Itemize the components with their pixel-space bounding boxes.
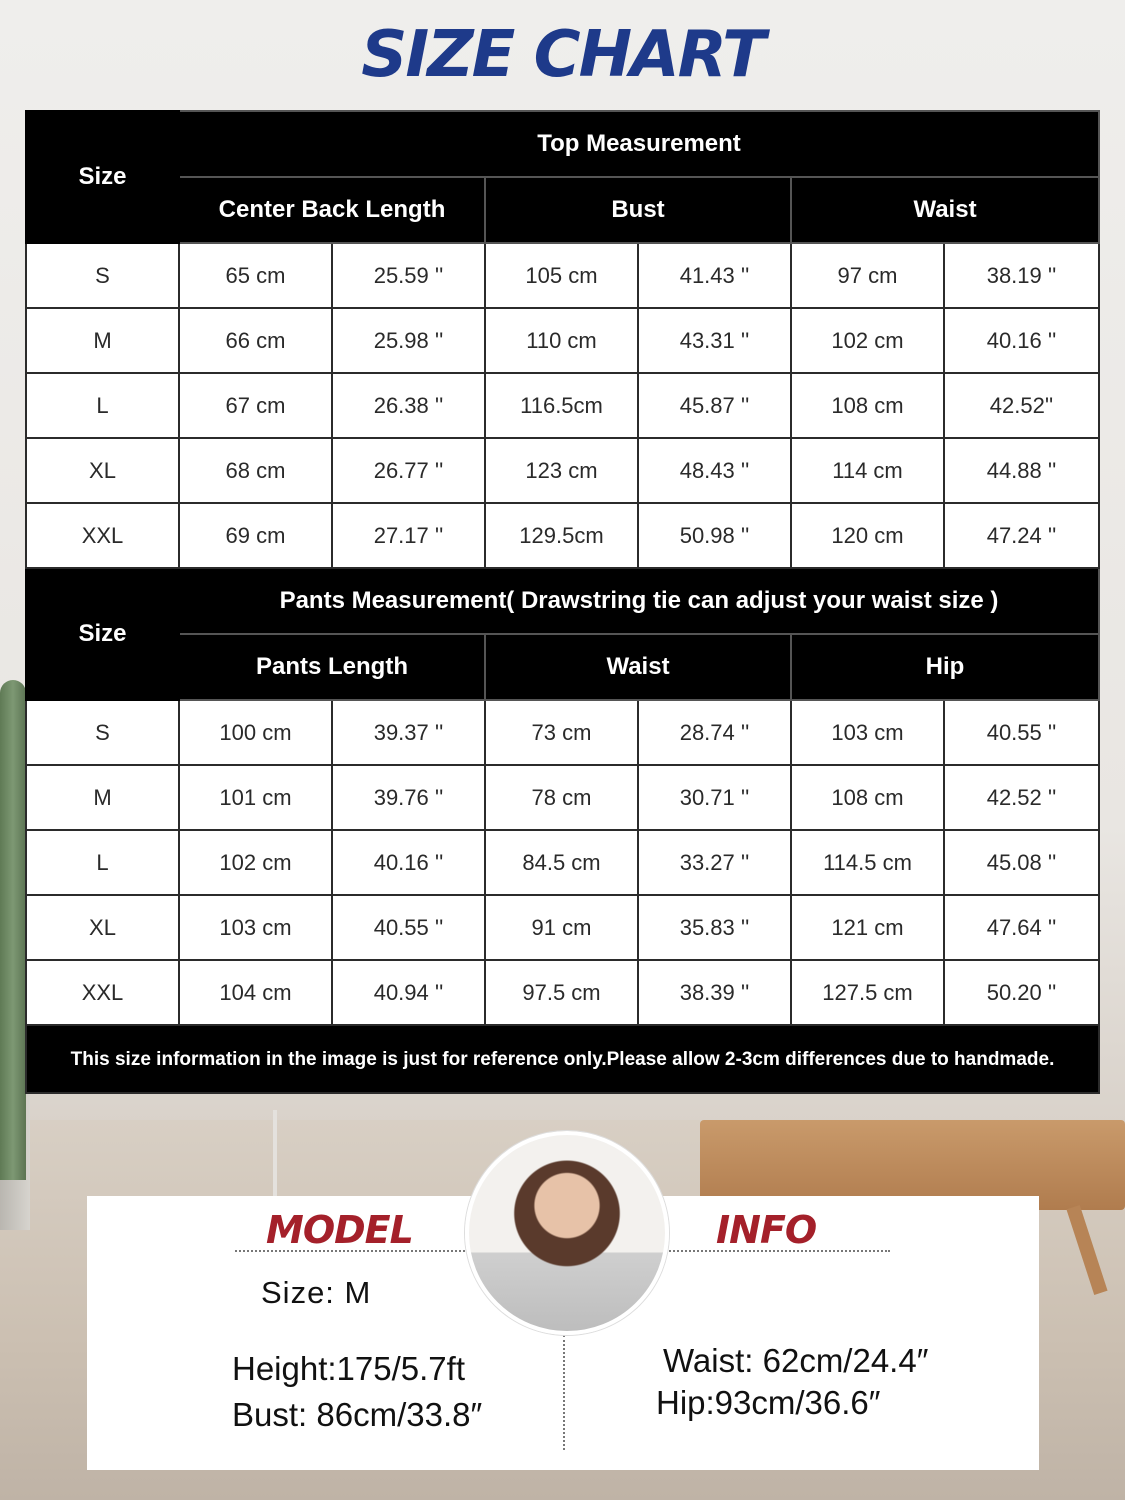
measurement-cell: 123 cm bbox=[485, 438, 638, 503]
measurement-cell: 30.71 '' bbox=[638, 765, 791, 830]
table-row bbox=[26, 700, 1099, 765]
model-height: Height:175/5.7ft bbox=[232, 1350, 465, 1387]
measurement-cell: 43.31 '' bbox=[638, 308, 791, 373]
background-cactus bbox=[0, 680, 26, 1180]
size-chart-table bbox=[25, 110, 1100, 1094]
size-cell: XXL bbox=[26, 503, 179, 568]
top-column-header: Waist bbox=[791, 177, 1099, 243]
measurement-cell: 33.27 '' bbox=[638, 830, 791, 895]
measurement-cell: 35.83 '' bbox=[638, 895, 791, 960]
measurement-cell: 25.98 '' bbox=[332, 308, 485, 373]
size-cell: S bbox=[26, 243, 179, 308]
measurement-cell: 116.5cm bbox=[485, 373, 638, 438]
table-row bbox=[26, 373, 1099, 438]
measurement-cell: 40.16 '' bbox=[332, 830, 485, 895]
dotted-divider bbox=[662, 1250, 890, 1252]
measurement-cell: 39.76 '' bbox=[332, 765, 485, 830]
measurement-cell: 25.59 '' bbox=[332, 243, 485, 308]
table-row bbox=[26, 243, 1099, 308]
table-row bbox=[26, 503, 1099, 568]
background-lamp-stand bbox=[273, 1110, 277, 1200]
measurement-cell: 27.17 '' bbox=[332, 503, 485, 568]
model-bust: Bust: 86cm/33.8″ bbox=[232, 1396, 483, 1433]
dotted-divider bbox=[235, 1250, 465, 1252]
pants-table-body bbox=[26, 700, 1099, 1025]
vertical-dotted-divider bbox=[563, 1335, 565, 1450]
measurement-cell: 67 cm bbox=[179, 373, 332, 438]
measurement-cell: 114.5 cm bbox=[791, 830, 944, 895]
measurement-cell: 50.20 '' bbox=[944, 960, 1099, 1025]
measurement-cell: 50.98 '' bbox=[638, 503, 791, 568]
measurement-cell: 102 cm bbox=[179, 830, 332, 895]
top-column-header: Center Back Length bbox=[179, 177, 485, 243]
table-row bbox=[26, 765, 1099, 830]
pants-size-header: Size bbox=[26, 568, 179, 700]
table-row bbox=[26, 438, 1099, 503]
size-cell: XL bbox=[26, 895, 179, 960]
measurement-cell: 26.38 '' bbox=[332, 373, 485, 438]
model-avatar bbox=[465, 1131, 669, 1335]
measurement-cell: 45.08 '' bbox=[944, 830, 1099, 895]
measurement-cell: 73 cm bbox=[485, 700, 638, 765]
measurement-cell: 48.43 '' bbox=[638, 438, 791, 503]
measurement-cell: 108 cm bbox=[791, 765, 944, 830]
measurement-cell: 114 cm bbox=[791, 438, 944, 503]
table-row bbox=[26, 830, 1099, 895]
measurement-cell: 40.94 '' bbox=[332, 960, 485, 1025]
measurement-cell: 78 cm bbox=[485, 765, 638, 830]
measurement-cell: 97.5 cm bbox=[485, 960, 638, 1025]
size-cell: M bbox=[26, 308, 179, 373]
model-title: MODEL bbox=[266, 1208, 413, 1252]
table-row bbox=[26, 895, 1099, 960]
measurement-cell: 41.43 '' bbox=[638, 243, 791, 308]
measurement-cell: 103 cm bbox=[179, 895, 332, 960]
measurement-cell: 47.24 '' bbox=[944, 503, 1099, 568]
table-row bbox=[26, 960, 1099, 1025]
measurement-cell: 68 cm bbox=[179, 438, 332, 503]
measurement-cell: 100 cm bbox=[179, 700, 332, 765]
measurement-cell: 101 cm bbox=[179, 765, 332, 830]
size-cell: L bbox=[26, 830, 179, 895]
model-hip: Hip:93cm/36.6″ bbox=[656, 1384, 881, 1421]
measurement-cell: 40.55 '' bbox=[332, 895, 485, 960]
size-cell: XL bbox=[26, 438, 179, 503]
table-row bbox=[26, 308, 1099, 373]
measurement-cell: 26.77 '' bbox=[332, 438, 485, 503]
top-size-header: Size bbox=[26, 111, 179, 243]
measurement-cell: 42.52'' bbox=[944, 373, 1099, 438]
measurement-cell: 102 cm bbox=[791, 308, 944, 373]
pants-column-header: Waist bbox=[485, 634, 791, 700]
model-size: Size: M bbox=[261, 1275, 372, 1310]
size-cell: S bbox=[26, 700, 179, 765]
measurement-cell: 45.87 '' bbox=[638, 373, 791, 438]
measurement-cell: 65 cm bbox=[179, 243, 332, 308]
measurement-cell: 40.55 '' bbox=[944, 700, 1099, 765]
pants-group-header: Pants Measurement( Drawstring tie can adjust your waist size ) bbox=[179, 568, 1099, 634]
size-cell: XXL bbox=[26, 960, 179, 1025]
measurement-cell: 120 cm bbox=[791, 503, 944, 568]
measurement-cell: 69 cm bbox=[179, 503, 332, 568]
measurement-cell: 38.39 '' bbox=[638, 960, 791, 1025]
measurement-cell: 129.5cm bbox=[485, 503, 638, 568]
top-column-header: Bust bbox=[485, 177, 791, 243]
measurement-cell: 127.5 cm bbox=[791, 960, 944, 1025]
measurement-cell: 84.5 cm bbox=[485, 830, 638, 895]
measurement-cell: 103 cm bbox=[791, 700, 944, 765]
measurement-cell: 42.52 '' bbox=[944, 765, 1099, 830]
info-title: INFO bbox=[716, 1208, 817, 1252]
measurement-cell: 38.19 '' bbox=[944, 243, 1099, 308]
measurement-cell: 104 cm bbox=[179, 960, 332, 1025]
measurement-cell: 121 cm bbox=[791, 895, 944, 960]
pants-column-header: Pants Length bbox=[179, 634, 485, 700]
measurement-cell: 97 cm bbox=[791, 243, 944, 308]
top-group-header: Top Measurement bbox=[179, 111, 1099, 177]
measurement-cell: 105 cm bbox=[485, 243, 638, 308]
measurement-cell: 40.16 '' bbox=[944, 308, 1099, 373]
size-cell: M bbox=[26, 765, 179, 830]
model-waist: Waist: 62cm/24.4″ bbox=[663, 1342, 929, 1379]
top-table-body bbox=[26, 243, 1099, 568]
measurement-cell: 91 cm bbox=[485, 895, 638, 960]
measurement-cell: 47.64 '' bbox=[944, 895, 1099, 960]
measurement-cell: 110 cm bbox=[485, 308, 638, 373]
measurement-cell: 39.37 '' bbox=[332, 700, 485, 765]
disclaimer-note: This size information in the image is just for reference only.Please allow 2-3cm differences due to handmade. bbox=[26, 1025, 1099, 1093]
page-title: SIZE CHART bbox=[361, 18, 764, 92]
measurement-cell: 28.74 '' bbox=[638, 700, 791, 765]
measurement-cell: 44.88 '' bbox=[944, 438, 1099, 503]
measurement-cell: 108 cm bbox=[791, 373, 944, 438]
measurement-cell: 66 cm bbox=[179, 308, 332, 373]
size-cell: L bbox=[26, 373, 179, 438]
pants-column-header: Hip bbox=[791, 634, 1099, 700]
